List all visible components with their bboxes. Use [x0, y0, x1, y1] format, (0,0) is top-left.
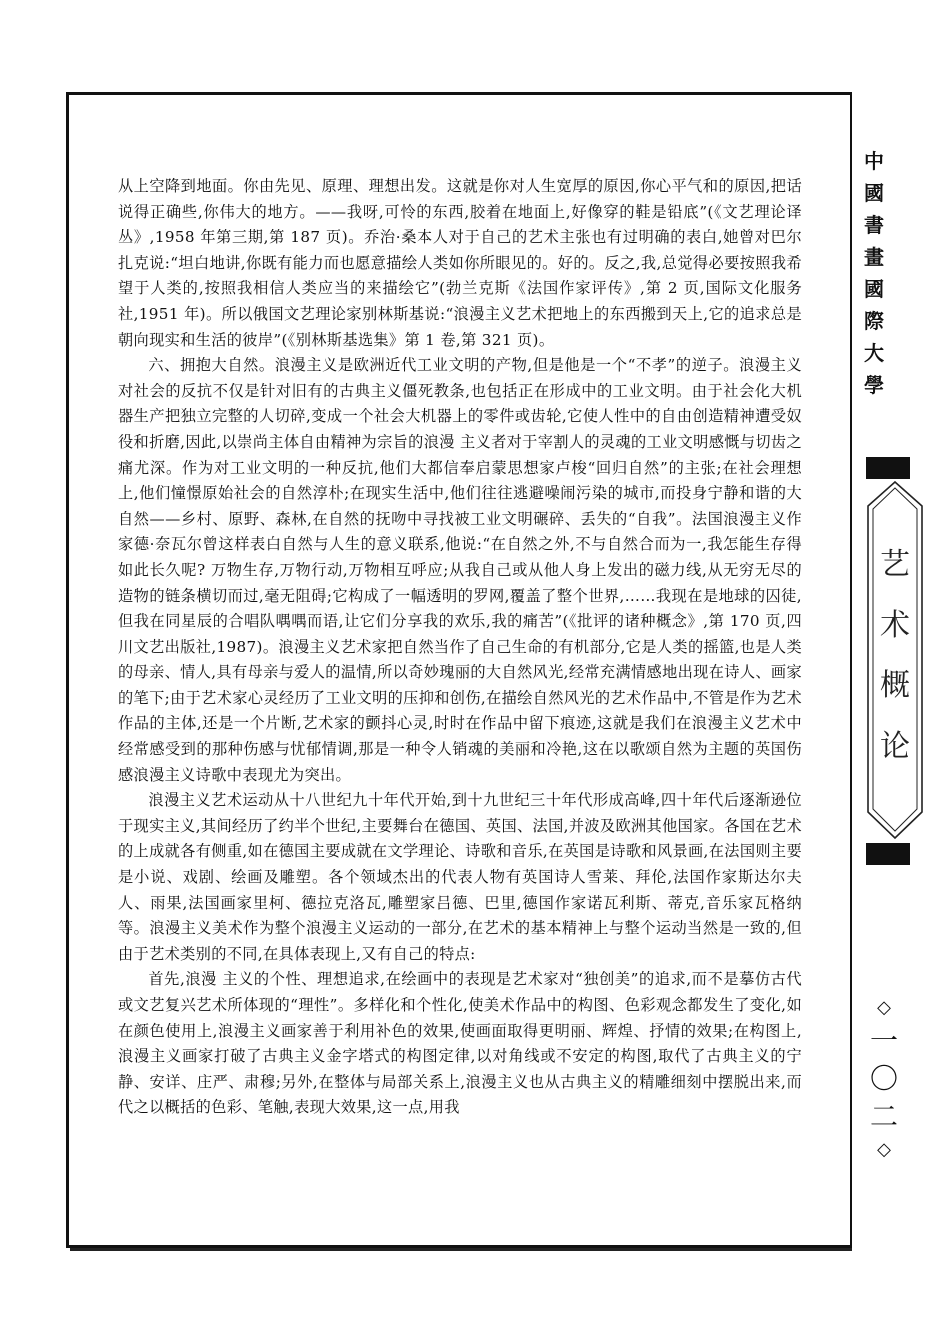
paragraph: 浪漫主义艺术运动从十八世纪九十年代开始,到十九世纪三十年代形成高峰,四十年代后逐渐逊位于现实主义,其间经历了约半个世纪,主要舞台在德国、英国、法国,并波及欧洲其他国家。各国在艺术的上成就各有侧重,如在德国主要成就在文学理论、诗歌和音乐,在英国是诗歌和风景画,在法国则主要是小说、戏剧、绘画及雕塑。各个领域杰出的代表人物有英国诗人雪莱、拜伦,法国作家斯达尔夫人、雨果,法国画家里柯、德拉克洛瓦,雕塑家吕德、巴里,德国作家诺瓦利斯、蒂克,音乐家瓦格纳等。浪漫主义美术作为整个浪漫主义运动的一部分,在艺术的基本精神上与整个运动当然是一致的,但由于艺术类别的不同,在具体表现上,又有自己的特点:: [118, 791, 802, 963]
brand-char: 畫: [864, 245, 884, 269]
paragraph: 首先,浪漫 主义的个性、理想追求,在绘画中的表现是艺术家对“独创美”的追求,而不是摹仿古代或文艺复兴艺术所体现的“理性”。多样化和个性化,使美术作品中的构图、色彩观念都发生了变化,如在颜色使用上,浪漫主义画家善于利用补色的效果,使画面取得更明丽、辉煌、抒情的效果;在构图上,浪漫主义画家打破了古典主义金字塔式的构图定律,以对角线或不安定的构图,取代了古典主义的宁静、安详、庄严、肃穆;另外,在整体与局部关系上,浪漫主义也从古典主义的精雕细刻中摆脱出来,而代之以概括的色彩、笔触,表现大效果,这一点,用我: [118, 970, 802, 1117]
page-number-digit: 〇: [869, 1062, 898, 1095]
paragraph: 从上空降到地面。你由先见、原理、理想出发。这就是你对人生宽厚的原因,你心平气和的原因,把话说得正确些,你伟大的地方。——我呀,可怜的东西,胶着在地面上,好像穿的鞋是铅底”(《文艺理论译丛》,1958 年第三期,第 187 页)。乔治·桑本人对于自己的艺术主张也有过明确的表白,她曾对巴尔扎克说:“坦白地讲,你既有能力而也愿意描绘人类如你所眼见的。好的。反之,我,总觉得必要按照我希望于人类的,按照我相信人类应当的来描绘它”(勃兰克斯《法国作家评传》,第 2 页,国际文化服务社,1951 年)。所以俄国文艺理论家别林斯基说:“浪漫主义艺术把地上的东西搬到天上,它的追求总是朝向现实和生活的彼岸”(《别林斯基选集》第 1 卷,第 321 页)。: [118, 177, 802, 349]
title-char: 艺: [880, 547, 910, 583]
brand-char: 國: [864, 277, 884, 301]
brand-char: 大: [864, 341, 884, 365]
brand-char: 中: [864, 149, 884, 173]
diamond-icon: ◇: [877, 997, 891, 1018]
book-title-cartouche: [860, 476, 930, 846]
brand-char: 書: [864, 213, 884, 237]
title-char: 术: [880, 607, 910, 643]
cartouche-bottom-bar: [866, 843, 910, 865]
title-char: 概: [880, 668, 910, 704]
book-title: [860, 476, 930, 846]
page-number-digit: 一: [869, 1024, 898, 1057]
diamond-icon: ◇: [877, 1139, 891, 1160]
page-number: [866, 998, 902, 1160]
frame-bottom-shadow: [70, 1248, 852, 1251]
paragraph: 六、拥抱大自然。浪漫主义是欧洲近代工业文明的产物,但是他是一个“不孝”的逆子。浪漫主义对社会的反抗不仅是针对旧有的古典主义僵死教条,也包括正在形成中的工业文明。由于社会化大机器生产把独立完整的人切碎,变成一个社会大机器上的零件或齿轮,它使人性中的自由创造精神遭受奴役和折磨,因此,以崇尚主体自由精神为宗旨的浪漫 主义者对于宰割人的灵魂的工业文明感慨与切齿之痛尤深。作为对工业文明的一种反抗,他们大都信奉启蒙思想家卢梭“回归自然”的主张;在社会理想上,他们憧憬原始社会的自然淳朴;在现实生活中,他们往往逃避噪闹污染的城市,而投身宁静和谐的大自然——乡村、原野、森林,在自然的抚吻中寻找被工业文明碾碎、丢失的“自我”。法国浪漫主义作家德·奈瓦尔曾这样表白自然与人生的意义联系,他说:“在自然之外,不与自然合而为一,我怎能生存得如此长久呢? 万物生存,万物行动,万物相互呼应;从我自己或从他人身上发出的磁力线,从无穷无尽的造物的链条横切而过,毫无阻碍;它构成了一幅透明的罗网,覆盖了整个世界,……我现在是地球的囚徒,但我在同星辰的合唱队喁喁而语,让它们分享我的欢乐,我的痛苦”(《批评的诸种概念》,第 170 页,四川文艺出版社,1987)。浪漫主义艺术家把自然当作了自己生命的有机部分,它是人类的摇篮,也是人类的母亲、情人,具有母亲与爱人的温情,所以奇妙瑰丽的大自然风光,经常充满情感地出现在诗人、画家的笔下;由于艺术家心灵经历了工业文明的压抑和创伤,在描绘自然风光的艺术作品中,不管是作为艺术作品的主体,还是一个片断,艺术家的颤抖心灵,时时在作品中留下痕迹,这就是我们在浪漫主义艺术中经常感受到的那种伤感与忧郁情调,那是一种令人销魂的美丽和冷艳,这在以歌颂自然为主题的英国伤感浪漫主义诗歌中表现尤为突出。: [118, 356, 802, 784]
body-text: [118, 174, 802, 1121]
title-char: 论: [880, 728, 910, 764]
brand-char: 際: [864, 309, 884, 333]
frame-right-rule: [850, 92, 852, 1248]
school-brand: [862, 150, 886, 396]
brand-char: 國: [864, 181, 884, 205]
page-number-digit: 二: [869, 1100, 898, 1133]
brand-char: 學: [864, 373, 884, 397]
